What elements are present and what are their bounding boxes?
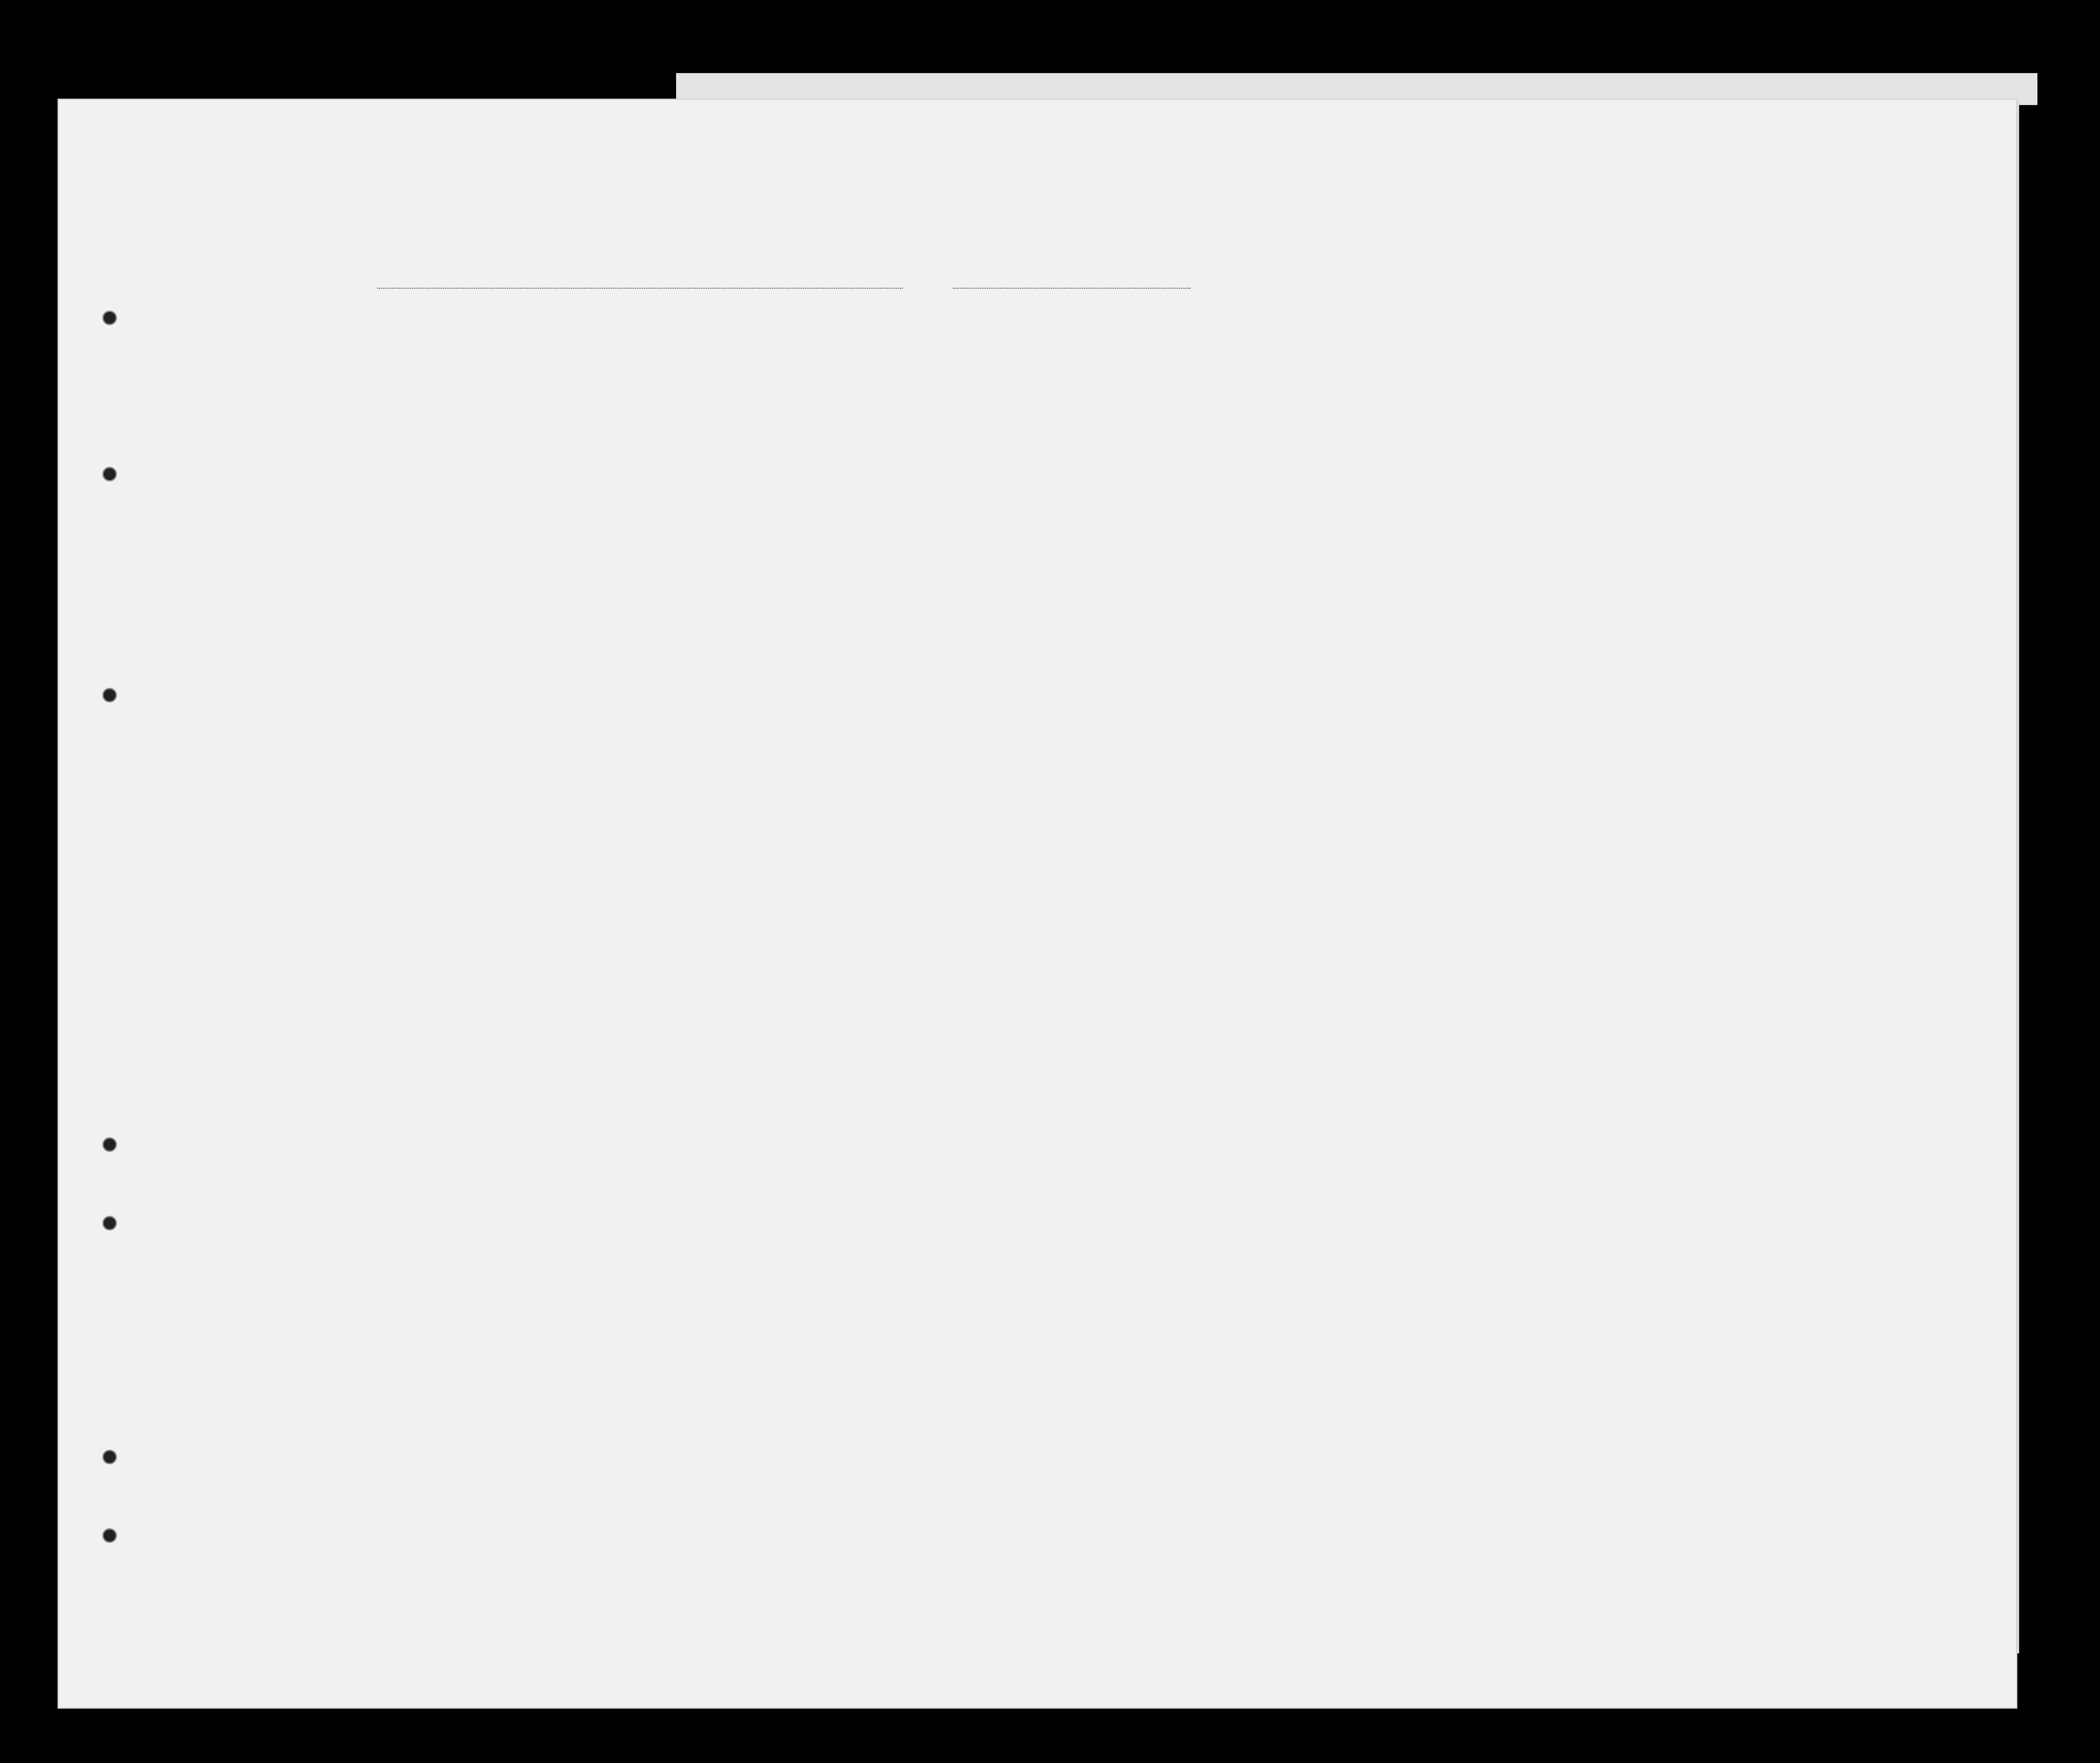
manifest-sheet <box>58 99 2017 1709</box>
manifest-table <box>58 99 2017 1709</box>
